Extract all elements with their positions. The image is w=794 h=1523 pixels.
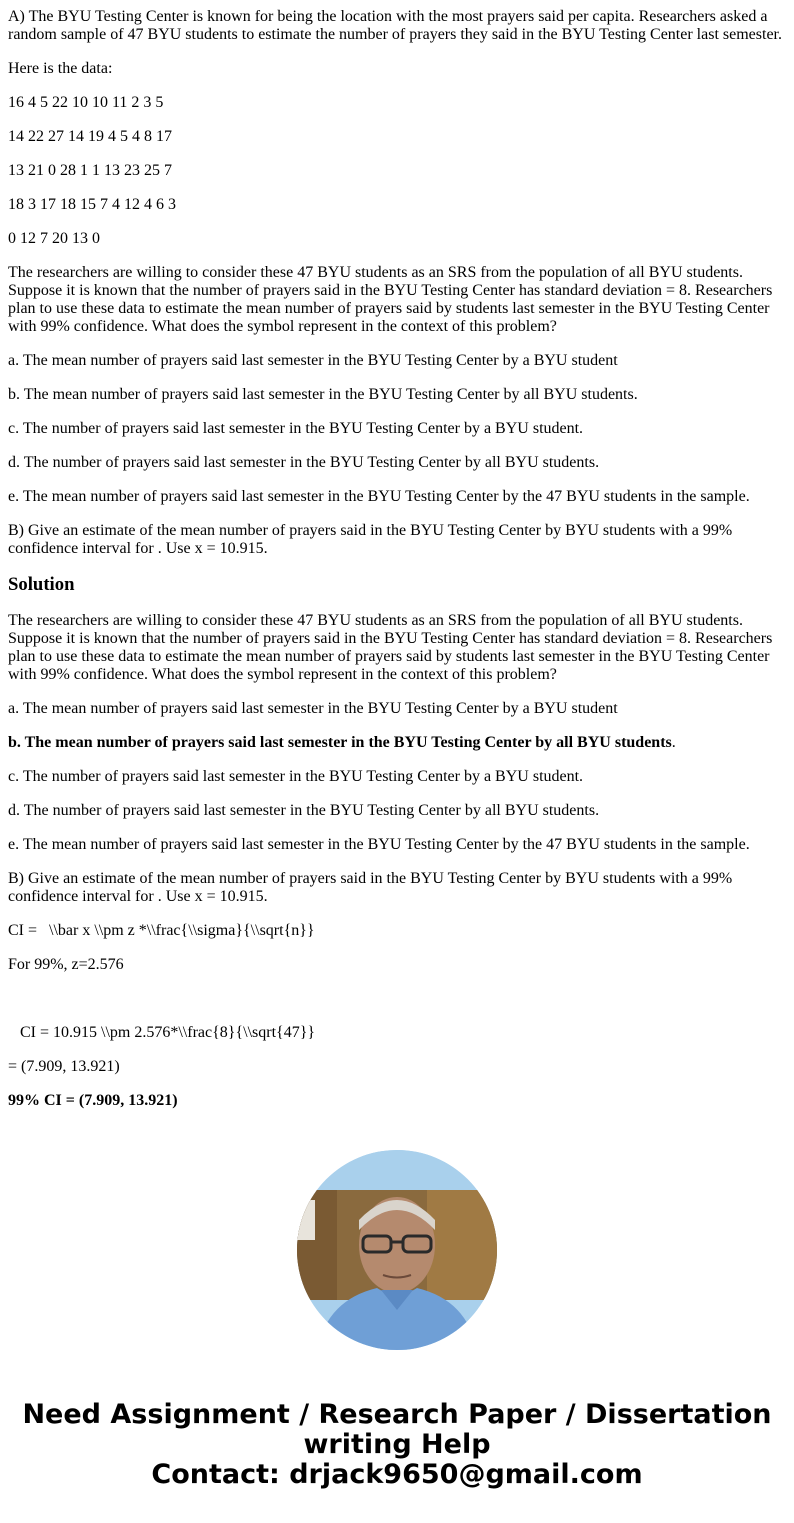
footer-line-1: Need Assignment / Research Paper / Dissertation	[22, 1399, 772, 1430]
solution-prompt: The researchers are willing to consider these 47 BYU students as an SRS from the population of all BYU students. Suppose it is known that the number of prayers said in the BYU Testing Center has standard deviation = 8. Researchers plan to use these data to estimate the mean number of prayers said by students last semester in the BYU Testing Center with 99% confidence. What does the symbol represent in the context of this problem?	[8, 612, 773, 683]
option-c: c. The number of prayers said last semester in the BYU Testing Center by a BYU student.	[8, 420, 584, 437]
data-row: 18 3 17 18 15 7 4 12 4 6 3	[8, 196, 176, 213]
question-prompt: The researchers are willing to consider these 47 BYU students as an SRS from the population of all BYU students. Suppose it is known that the number of prayers said in the BYU Testing Center has standard deviation = 8. Researchers plan to use these data to estimate the mean number of prayers said by students last semester in the BYU Testing Center with 99% confidence. What does the symbol represent in the context of this problem?	[8, 264, 773, 335]
option-e: e. The mean number of prayers said last semester in the BYU Testing Center by the 47 BYU students in the sample.	[8, 488, 750, 505]
option-b: b. The mean number of prayers said last semester in the BYU Testing Center by all BYU students.	[8, 386, 638, 403]
footer-contact: Contact: drjack9650@gmail.com	[151, 1459, 643, 1490]
footer-line-2: writing Help	[303, 1429, 491, 1460]
ci-final: 99% CI = (7.909, 13.921)	[8, 1092, 178, 1109]
data-row: 16 4 5 22 10 10 11 2 3 5	[8, 94, 164, 111]
footer-banner	[0, 1400, 794, 1490]
solution-option-d: d. The number of prayers said last semester in the BYU Testing Center by all BYU students.	[8, 802, 600, 819]
correct-answer: b. The mean number of prayers said last semester in the BYU Testing Center by all BYU students	[8, 734, 672, 751]
portrait-image	[297, 1150, 497, 1350]
correct-answer-tail: .	[671, 734, 676, 751]
solution-option-a: a. The mean number of prayers said last semester in the BYU Testing Center by a BYU student	[8, 700, 618, 717]
option-d: d. The number of prayers said last semester in the BYU Testing Center by all BYU students.	[8, 454, 600, 471]
data-label: Here is the data:	[8, 60, 113, 77]
question-part-b: B) Give an estimate of the mean number of prayers said in the BYU Testing Center by BYU students with a 99% confidence interval for . Use x = 10.915.	[8, 522, 733, 557]
ci-result: = (7.909, 13.921)	[8, 1058, 120, 1075]
question-intro: A) The BYU Testing Center is known for being the location with the most prayers said per capita. Researchers asked a random sample of 47 BYU students to estimate the number of prayers they said in the BYU Testing Center last semester.	[8, 8, 782, 43]
author-photo-wrap	[0, 1150, 794, 1350]
author-photo	[297, 1150, 497, 1350]
data-row: 0 12 7 20 13 0	[8, 230, 100, 247]
solution-option-e: e. The mean number of prayers said last semester in the BYU Testing Center by the 47 BYU students in the sample.	[8, 836, 750, 853]
solution-option-c: c. The number of prayers said last semester in the BYU Testing Center by a BYU student.	[8, 768, 584, 785]
ci-formula: CI = \\bar x \\pm z *\\frac{\\sigma}{\\sqrt{n}}	[8, 922, 315, 939]
option-a: a. The mean number of prayers said last semester in the BYU Testing Center by a BYU student	[8, 352, 618, 369]
solution-part-b: B) Give an estimate of the mean number of prayers said in the BYU Testing Center by BYU students with a 99% confidence interval for . Use x = 10.915.	[8, 870, 733, 905]
data-row: 13 21 0 28 1 1 13 23 25 7	[8, 162, 172, 179]
z-value-line: For 99%, z=2.576	[8, 956, 124, 973]
blank-line	[8, 990, 786, 1008]
data-row: 14 22 27 14 19 4 5 4 8 17	[8, 128, 172, 145]
ci-calculation: CI = 10.915 \\pm 2.576*\\frac{8}{\\sqrt{47}}	[8, 1024, 316, 1041]
solution-option-b	[8, 734, 786, 752]
solution-heading: Solution	[8, 574, 75, 595]
